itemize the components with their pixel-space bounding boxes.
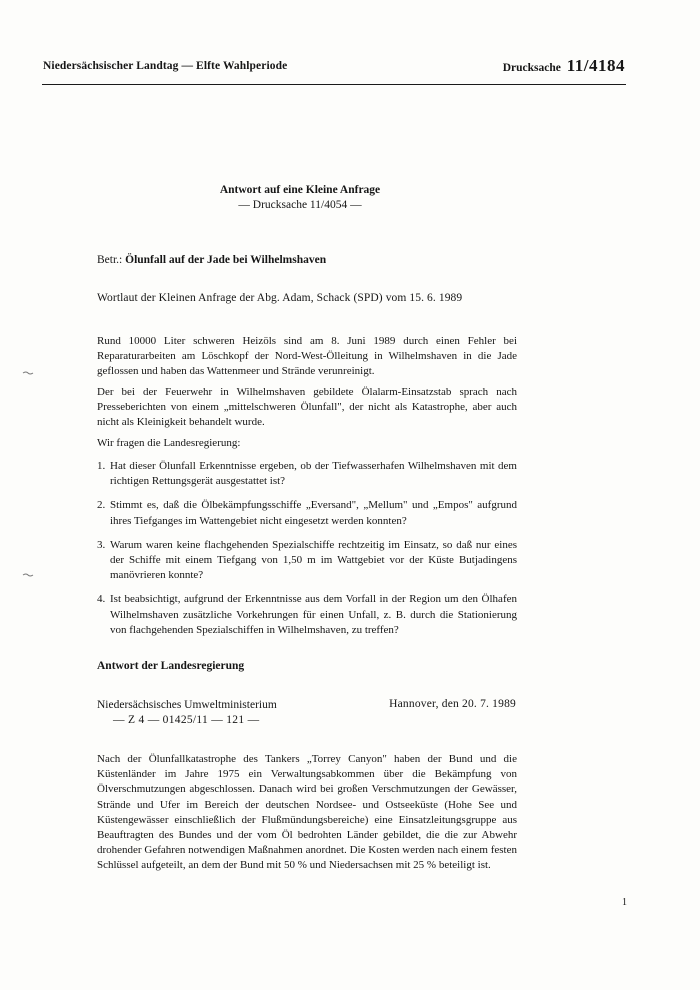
question-number: 3. (97, 538, 106, 551)
drucksache-label: Drucksache (502, 62, 561, 74)
drucksache-number: 11/4184 (566, 56, 625, 75)
header-rule (42, 84, 626, 85)
question-text: Warum waren keine flachgehenden Spezialschiffe rechtzeitig im Einsatz, so daß nur eines der Schiffe mit einem Tiefgang von 1,50 m im Wattgebiet vor der Küste Butjadingens manövrieren konnte? (110, 538, 517, 582)
document-title (0, 183, 600, 213)
question-number: 4. (97, 593, 106, 606)
wortlaut-line: Wortlaut der Kleinen Anfrage der Abg. Adam, Schack (SPD) vom 15. 6. 1989 (97, 292, 463, 304)
ministry-name: Niedersächsisches Umweltministerium (97, 699, 277, 711)
question-item (97, 459, 517, 489)
question-text: Hat dieser Ölunfall Erkenntnisse ergeben, ob der Tiefwasserhafen Wilhelmshaven mit dem richtigen Rettungsgerät ausgestattet ist? (110, 460, 517, 488)
question-number: 2. (97, 499, 106, 512)
page-header-left: Niedersächsischer Landtag — Elfte Wahlperiode (43, 60, 288, 72)
question-text: Stimmt es, daß die Ölbekämpfungsschiffe „Eversand", „Mellum" und „Empos" aufgrund ihres Tiefganges im Wattengebiet nicht eingesetzt werden konnten? (110, 499, 517, 527)
binding-mark-lower (22, 572, 34, 578)
title-line-1: Antwort auf eine Kleine Anfrage (219, 184, 381, 196)
second-paragraph: Der bei der Feuerwehr in Wilhelmshaven gebildete Ölalarm-Einsatzstab sprach nach Presseberichten von einem „mittelschweren Ölunfall", der nicht als Katastrophe, aber auch nicht als Kleinigkeit behandelt wurde. (97, 386, 517, 429)
title-line-2: — Drucksache 11/4054 — (238, 199, 362, 211)
answer-paragraph: Nach der Ölunfallkatastrophe des Tankers „Torrey Canyon" haben der Bund und die Küstenländer im Jahre 1975 ein Verwaltungsabkommen über die Bekämpfung von Ölverschmutzungen abgeschlossen. Danach wird bei großen Verschmutzungen der Gewässer, Strände und Ufer im Bereich der deutschen Nordsee- und Ostseeküste (Hohe See und Küstengewässer einschließlich der Flußmündungsbereiche) eine Einsatzleitungsgruppe aus Beauftragten des Bundes und der vom Öl bedrohten Länder gebildet, die die zur Abwehr drohender Gefahren notwendigen Maßnahmen anordnet. Die Kosten werden nach einem festen Schlüssel aufgeteilt, an dem der Bund mit 50 % und Niedersachsen mit 25 % beteiligt ist. (97, 753, 517, 872)
question-text: Ist beabsichtigt, aufgrund der Erkenntnisse aus dem Vorfall in der Region um den Ölhafen Wilhelmshaven zusätzliche Vorkehrungen für einen Unfall, z. B. durch die Stationierung von flachgehenden Spezialschiffen in Wilhelmshaven, zu treffen? (110, 593, 517, 636)
place-date: Hannover, den 20. 7. 1989 (389, 698, 516, 710)
ministry-block (97, 698, 277, 728)
question-number: 1. (97, 460, 106, 472)
page-header-right (503, 56, 625, 76)
binding-mark-upper (22, 370, 34, 376)
question-list (97, 459, 517, 647)
antwort-heading: Antwort der Landesregierung (97, 660, 245, 672)
betr-prefix: Betr.: (97, 254, 123, 266)
wir-fragen-line: Wir fragen die Landesregierung: (97, 437, 241, 449)
page-number: 1 (622, 897, 627, 908)
intro-paragraph: Rund 10000 Liter schweren Heizöls sind am 8. Juni 1989 durch einen Fehler bei Reparaturarbeiten am Löschkopf der Nord-West-Ölleitung in Wilhelmshaven in die Jade geflossen und haben das Wattenmeer und Strände verunreinigt. (97, 335, 517, 378)
betr-subject: Ölunfall auf der Jade bei Wilhelmshaven (125, 254, 327, 266)
question-item (97, 498, 517, 528)
question-item (97, 592, 517, 638)
question-item (97, 538, 517, 584)
ministry-reference: — Z 4 — 01425/11 — 121 — (113, 714, 260, 726)
betr-line (97, 254, 326, 266)
